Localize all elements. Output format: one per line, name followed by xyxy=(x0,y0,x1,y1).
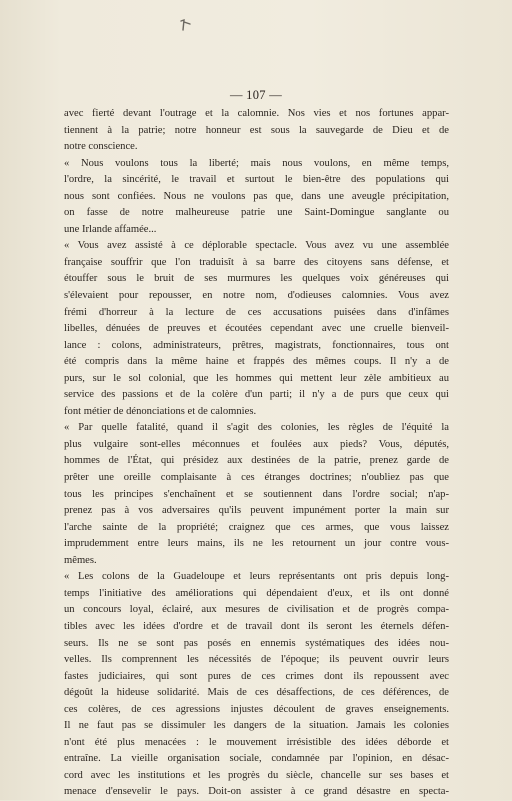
text-line: « Nous voulons tous la liberté; mais nous voulons, en même temps, xyxy=(64,157,449,169)
text-line: prêter une oreille complaisante à ces étranges doctrines; n'oubliez pas que xyxy=(64,472,449,484)
text-line: française souffrir que l'on traduisît à sa barre des citoyens sans défense, et xyxy=(64,256,449,268)
text-line: prenez pas à vos adversaires qu'ils peuvent impunément porter la main sur xyxy=(64,505,449,517)
text-line: l'ordre, la sincérité, le travail et surtout le bien-être des populations qui xyxy=(64,174,449,186)
text-line: n'ont été plus menacées : le mouvement irrésistible des idées déborde et xyxy=(64,736,449,748)
text-line: velles. Ils comprennent les nécessités de l'époque; ils peuvent ouvrir leurs xyxy=(64,654,449,666)
text-line: temps l'initiative des améliorations qui dépendaient d'eux, et ils ont donné xyxy=(64,587,449,599)
text-line: purs, sur le sol colonial, que les hommes qui mettent leur zèle ambitieux au xyxy=(64,372,449,384)
text-line: une Irlande affamée... xyxy=(64,223,157,235)
text-line: cord avec les institutions et les progrès du siècle, chancelle sur ses bases et xyxy=(64,769,449,781)
text-line: notre conscience. xyxy=(64,141,138,153)
text-line: mêmes. xyxy=(64,554,97,566)
text-line: tous les principes s'enchaînent et se soutiennent dans l'ordre social; n'ap- xyxy=(64,488,449,500)
text-line: tibles avec les idées d'ordre et de travail dont ils seront les éternels défen- xyxy=(64,620,449,632)
text-line: menace d'ensevelir le pays. Doit-on assister à ce grand désastre en specta- xyxy=(64,786,449,798)
ink-mark-icon xyxy=(178,18,196,40)
text-line: un concours loyal, éclairé, aux mesures de civilisation et de progrès compa- xyxy=(64,604,449,616)
text-line: ces colères, de ces agressions injustes découlent de graves enseignements. xyxy=(64,703,449,715)
text-line: « Vous avez assisté à ce déplorable spectacle. Vous avez vu une assemblée xyxy=(64,240,449,252)
text-line: entraîne. La vieille organisation sociale, condamnée par l'opinion, en désac- xyxy=(64,753,449,765)
text-line: tiennent à la patrie; notre honneur est sous la sauvegarde de Dieu et de xyxy=(64,124,449,136)
text-line: dégoût la hideuse solidarité. Mais de ces désaffections, de ces déférences, de xyxy=(64,687,449,699)
text-line: service des passions et de la colère d'un parti; il n'y a de purs que ceux qui xyxy=(64,389,449,401)
text-line: nous sont confiées. Nous ne voulons pas que, dans une aveugle précipitation, xyxy=(64,190,449,202)
text-line: « Par quelle fatalité, quand il s'agit des colonies, les règles de l'équité la xyxy=(64,422,449,434)
text-line: imprudemment entre leurs mains, ils ne les retournent un jour contre vous- xyxy=(64,538,449,550)
text-line: hommes de l'État, qui présidez aux destinées de la patrie, prenez garde de xyxy=(64,455,449,467)
body-text xyxy=(64,106,449,801)
text-line: lance : colons, administrateurs, prêtres, magistrats, fonctionnaires, tous ont xyxy=(64,339,449,351)
text-line: Il ne faut pas se dissimuler les dangers de la situation. Jamais les colonies xyxy=(64,720,449,732)
text-line: été compris dans la même haine et frappés des mêmes coups. Il n'y a de xyxy=(64,356,449,368)
text-line: s'élevaient pour repousser, en notre nom, d'odieuses calomnies. Vous avez xyxy=(64,290,449,302)
text-line: l'arche sainte de la propriété; craignez que ces armes, que vous laissez xyxy=(64,521,449,533)
text-line: étouffer sous le bruit de ses murmures les quelques voix généreuses qui xyxy=(64,273,449,285)
text-line: avec fierté devant l'outrage et la calomnie. Nos vies et nos fortunes appar- xyxy=(64,108,449,119)
text-line: on fasse de notre malheureuse patrie une Saint-Domingue sanglante ou xyxy=(64,207,449,219)
text-line: fastes judiciaires, qui sont pures de ces crimes dont ils repoussent avec xyxy=(64,670,449,682)
text-line: libelles, dénuées de preuves et écoutées cependant avec une cruelle bienveil- xyxy=(64,323,449,335)
page-number: — 107 — xyxy=(229,88,283,102)
text-line: frémi d'horreur à la lecture de ces accusations puisées dans d'infâmes xyxy=(64,306,449,318)
text-line: seurs. Ils ne se sont pas posés en ennemis systématiques des idées nou- xyxy=(64,637,449,649)
text-line: « Les colons de la Guadeloupe et leurs représentants ont pris depuis long- xyxy=(64,571,449,583)
text-line: plus vulgaire sont-elles méconnues et foulées aux pieds? Vous, députés, xyxy=(64,438,449,450)
text-line: font métier de dénonciations et de calomnies. xyxy=(64,405,257,417)
